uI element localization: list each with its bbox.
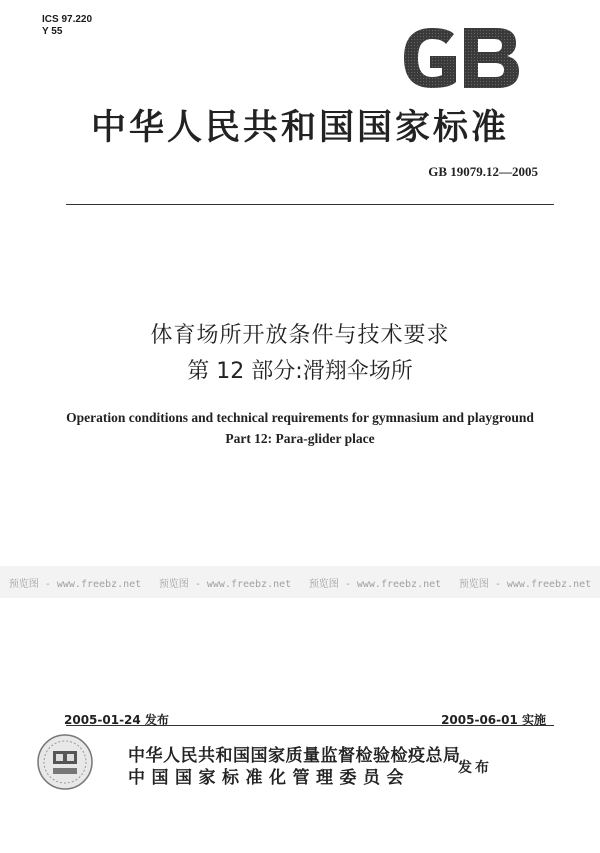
- divider-bottom: [66, 725, 554, 726]
- standard-number: GB 19079.12—2005: [428, 164, 538, 179]
- issue-date: 2005-01-24 发布: [64, 713, 169, 727]
- english-title-line2: Part 12: Para-glider place: [225, 431, 375, 446]
- watermark-item: 预览图 - www.freebz.net: [8, 578, 142, 590]
- ccs-code: Y 55: [42, 26, 63, 37]
- issuer-aqsiq: 中华人民共和国国家质量监督检验检疫总局: [128, 746, 461, 766]
- watermark-item: 预览图 - www.freebz.net: [458, 578, 592, 590]
- classification-codes: [42, 14, 92, 38]
- publish-label: 发布: [458, 760, 492, 776]
- implementation-date: 2005-06-01 实施: [441, 713, 546, 727]
- watermark-item: 预览图 - www.freebz.net: [308, 578, 442, 590]
- chinese-title-line2: 第 12 部分:滑翔伞场所: [187, 359, 413, 384]
- official-seal-icon: [36, 733, 94, 791]
- chinese-title-line1: 体育场所开放条件与技术要求: [150, 323, 450, 348]
- gb-logo-icon: [398, 26, 524, 90]
- divider-top: [66, 204, 554, 205]
- issuer-sac: 中国国家标准化管理委员会: [128, 768, 410, 788]
- watermark-banner: [0, 566, 600, 598]
- standard-title: 中华人民共和国国家标准: [90, 107, 509, 148]
- issuing-authorities: [128, 745, 461, 789]
- ics-code: ICS 97.220: [42, 14, 93, 25]
- watermark-item: 预览图 - www.freebz.net: [158, 578, 292, 590]
- english-title-line1: Operation conditions and technical requirements for gymnasium and playground: [66, 410, 534, 425]
